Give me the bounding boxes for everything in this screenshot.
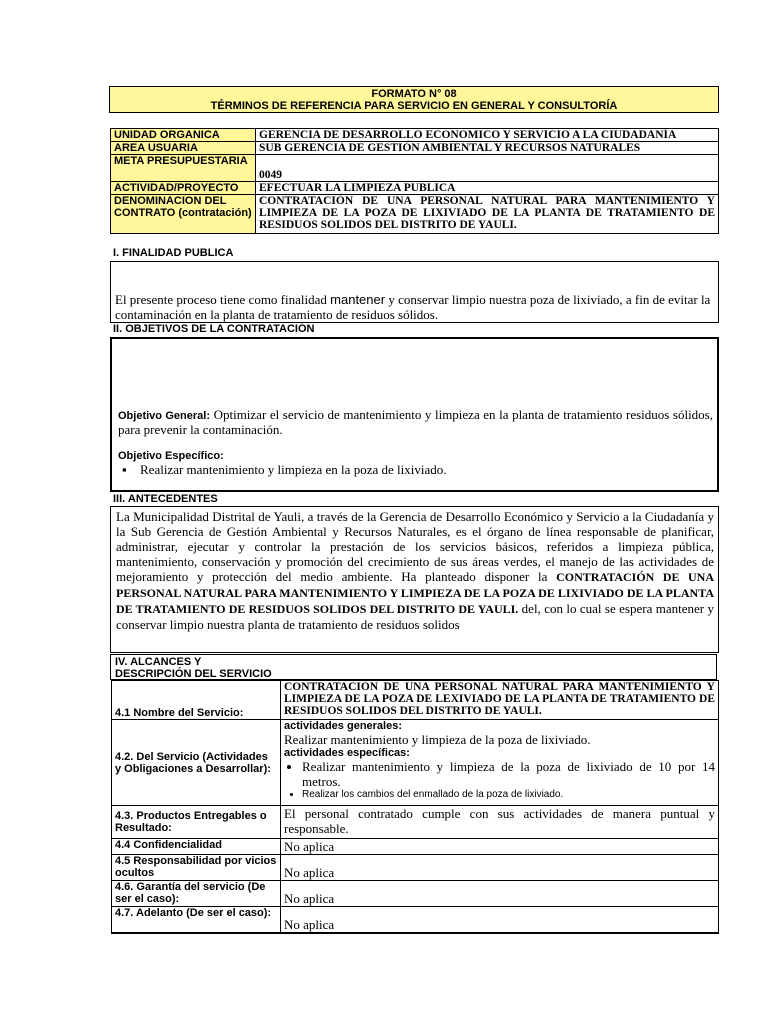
- actividad-proyecto-label: ACTIVIDAD/PROYECTO: [111, 182, 256, 195]
- del-servicio-value: [281, 720, 719, 806]
- actividades-generales-text: Realizar mantenimiento y limpieza de la poza de lixiviado.: [284, 732, 591, 747]
- actividades-especificas-label: actividades específicas:: [284, 747, 410, 759]
- finalidad-text-b: mantener: [330, 292, 386, 307]
- area-usuaria-value: SUB GERENCIA DE GESTIÓN AMBIENTAL Y RECURSOS NATURALES: [256, 142, 719, 155]
- productos-entregables-label: 4.3. Productos Entregables o Resultado:: [112, 806, 281, 839]
- denominacion-value: CONTRATACIÓN DE UNA PERSONAL NATURAL PARA MANTENIMIENTO Y LIMPIEZA DE LA POZA DE LIXIVIADO DE LA PLANTA DE TRATAMIENTO DE RESIDUOS SOLIDOS DEL DISTRITO DE YAULI.: [256, 195, 719, 234]
- objetivo-general-text: Optimizar el servicio de mantenimiento y limpieza en la planta de tratamiento residuos sólidos, para prevenir la contaminación.: [118, 407, 713, 437]
- section-3-title: III. ANTECEDENTES: [113, 493, 218, 505]
- meta-presupuestaria-label: META PRESUPUESTARIA: [111, 155, 256, 182]
- unidad-organica-label: UNIDAD ORGANICA: [111, 129, 256, 142]
- actividades-generales-label: actividades generales:: [284, 720, 403, 732]
- area-usuaria-label: AREA USUARIA: [111, 142, 256, 155]
- section-1-box: [110, 261, 719, 323]
- garantia-value: No aplica: [281, 881, 719, 907]
- info-table: [110, 128, 719, 234]
- nombre-servicio-value: CONTRATACIÓN DE UNA PERSONAL NATURAL PARA MANTENIMIENTO Y LIMPIEZA DE LA POZA DE LEXIVIADO DE LA PLANTA DE TRATAMIENTO DE RESIDUOS SOLIDOS DEL DISTRITO DE YAULI.: [281, 681, 719, 720]
- productos-entregables-value: El personal contratado cumple con sus actividades de manera puntual y responsable.: [281, 806, 719, 839]
- section-4-title-line2: DESCRIPCIÓN DEL SERVICIO: [115, 668, 272, 680]
- section-2-box: [110, 337, 719, 492]
- objetivo-especifico-label: Objetivo Específico:: [118, 450, 224, 462]
- finalidad-text-a: El presente proceso tiene como finalidad: [115, 292, 331, 307]
- section-4-title-line1: IV. ALCANCES Y: [115, 656, 202, 668]
- antecedentes-text-c: del, con lo cual se espera mantener y conservar limpio nuestra planta de tratamiento de residuos solidos: [116, 601, 714, 632]
- objetivo-especifico-list: [118, 462, 713, 477]
- section-4-header: [110, 654, 717, 680]
- objetivo-general: [118, 407, 713, 437]
- actividad-especifica-item: • Realizar mantenimiento y limpieza de la poza de lixiviado de 10 por 14 metros.: [302, 759, 715, 789]
- finalidad-text-c: y conservar limpio nuestra poza de lixiviado, a fin de evitar la contaminación en la planta de tratamiento de residuos sólidos.: [115, 292, 711, 322]
- confidencialidad-label: 4.4 Confidencialidad: [112, 839, 281, 855]
- unidad-organica-value: GERENCIA DE DESARROLLO ECONOMICO Y SERVICIO A LA CIUDADANÍA: [256, 129, 719, 142]
- section-3-box: [110, 506, 719, 653]
- form-title: TÉRMINOS DE REFERENCIA PARA SERVICIO EN GENERAL Y CONSULTORÍA: [210, 100, 618, 112]
- antecedentes-text-a: La Municipalidad Distrital de Yauli, a través de la Gerencia de Desarrollo Económico y Servicio a la Ciudadanía y la Sub Gerencia de Gestión Ambiental y Recursos Naturales, es el órgano de línea responsable de planificar, administrar, ejecutar y controlar la prestación de los servicios básicos, referidos a limpieza pública, mantenimiento, conservación y promoción del crecimiento de sus áreas verdes, el manejo de las actividades de mejoramiento y protección del medio ambiente. Ha planteado disponer la: [116, 509, 714, 584]
- adelanto-value: No aplica: [281, 907, 719, 933]
- del-servicio-label: 4.2. Del Servicio (Actividades y Obligaciones a Desarrollar):: [112, 720, 281, 806]
- alcances-table: [111, 680, 719, 934]
- responsabilidad-value: No aplica: [281, 855, 719, 881]
- objetivo-general-label: Objetivo General:: [118, 410, 211, 422]
- denominacion-label: DENOMINACION DEL CONTRATO (contratación): [111, 195, 256, 234]
- antecedentes-bold: CONTRATACIÓN DE UNA PERSONAL NATURAL PARA MANTENIMIENTO Y LIMPIEZA DE LA POZA DE LIXIVIADO DE LA PLANTA DE TRATAMIENTO DE RESIDUOS SOLIDOS DEL DISTRITO DE YAULI.: [116, 570, 714, 616]
- nombre-servicio-label: 4.1 Nombre del Servicio:: [112, 681, 281, 720]
- adelanto-label: 4.7. Adelanto (De ser el caso):: [112, 907, 281, 933]
- meta-presupuestaria-value: 0049: [256, 155, 719, 182]
- form-number: FORMATO N° 08: [371, 88, 457, 100]
- actividades-especificas-list: [284, 759, 715, 801]
- form-header: [109, 86, 719, 113]
- objetivo-especifico-item: ▪ Realizar mantenimiento y limpieza en la poza de lixiviado.: [118, 462, 713, 477]
- responsabilidad-label: 4.5 Responsabilidad por vicios ocultos: [112, 855, 281, 881]
- actividad-proyecto-value: EFECTUAR LA LIMPIEZA PUBLICA: [256, 182, 719, 195]
- section-2-title: II. OBJETIVOS DE LA CONTRATACIÓN: [113, 323, 315, 335]
- confidencialidad-value: No aplica: [281, 839, 719, 855]
- garantia-label: 4.6. Garantía del servicio (De ser el caso):: [112, 881, 281, 907]
- actividad-especifica-item: • Realizar los cambios del enmallado de la poza de lixiviado.: [302, 789, 715, 801]
- section-1-title: I. FINALIDAD PUBLICA: [113, 247, 234, 259]
